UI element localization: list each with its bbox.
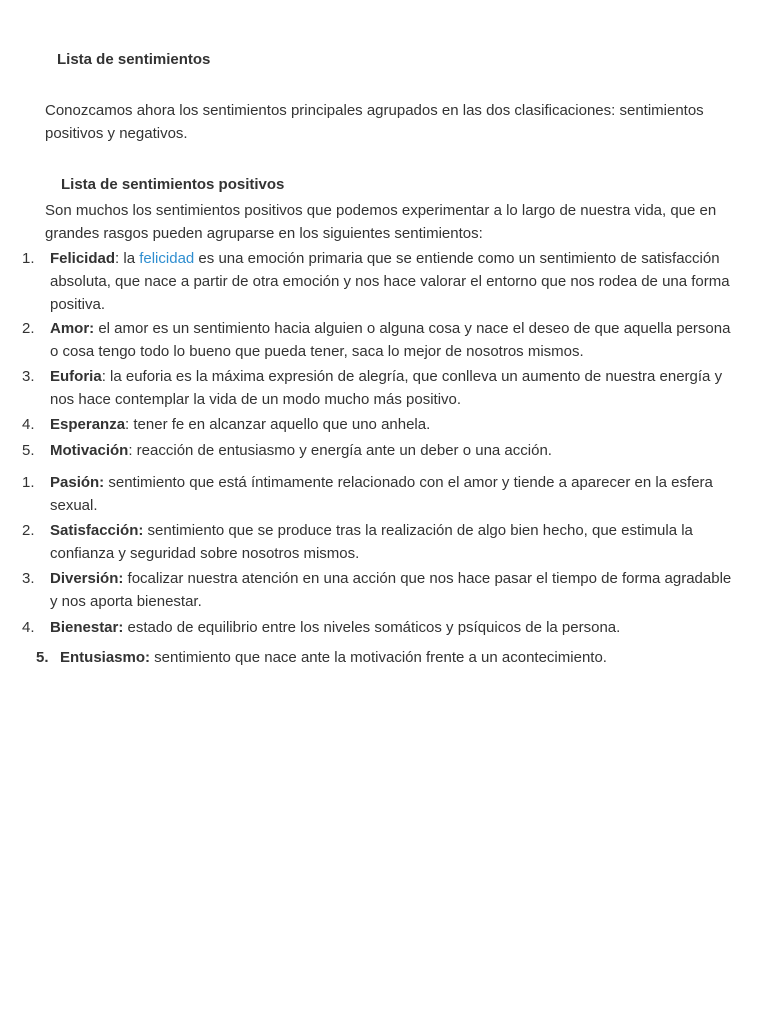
list-item-bienestar	[22, 616, 734, 639]
list-number: 4.	[22, 619, 35, 636]
list-item-body	[60, 646, 748, 669]
list-item-body	[50, 365, 734, 411]
page-heading: Lista de sentimientos	[57, 51, 211, 68]
term-description: estado de equilibrio entre los niveles somáticos y psíquicos de la persona.	[123, 619, 621, 636]
list-item-body	[50, 616, 734, 639]
list-number: 5.	[22, 442, 35, 459]
term-description: el amor es un sentimiento hacia alguien o alguna cosa y nace el deseo de que aquella persona o cosa tengo todo lo bueno que pueda tener, saca lo mejor de nosotros mismos.	[50, 320, 731, 360]
term-label: Satisfacción:	[50, 522, 144, 539]
term-description: : reacción de entusiasmo y energía ante un deber o una acción.	[128, 442, 552, 459]
list-item-entusiasmo	[36, 646, 748, 669]
list-item-amor	[22, 317, 734, 363]
term-label: Motivación	[50, 442, 129, 459]
term-description: es una emoción primaria que se entiende como un sentimiento de satisfacción absoluta, que nace a partir de otra emoción y nos hace valorar el entorno que nos rodea de una forma positiva.	[50, 250, 730, 313]
list-item-body	[50, 413, 734, 436]
list-number: 1.	[22, 250, 35, 267]
list-item-euforia	[22, 365, 734, 411]
term-label: Amor:	[50, 320, 95, 337]
term-description: sentimiento que se produce tras la realización de algo bien hecho, que estimula la confianza y seguridad sobre nosotros mismos.	[50, 522, 693, 562]
list-item-body	[50, 471, 734, 517]
term-label: Diversión:	[50, 570, 124, 587]
list-number: 1.	[22, 474, 35, 491]
term-description: focalizar nuestra atención en una acción que nos hace pasar el tiempo de forma agradable y nos aporta bienestar.	[50, 570, 732, 610]
list-item-satisfaccion	[22, 519, 734, 565]
term-separator: : la	[115, 250, 140, 267]
list-item-body	[50, 317, 734, 363]
lead-paragraph: Son muchos los sentimientos positivos que podemos experimentar a lo largo de nuestra vida, que en grandes rasgos pueden agruparse en los siguientes sentimientos:	[45, 202, 717, 242]
list-number: 2.	[22, 320, 35, 337]
list-item-body	[50, 439, 734, 462]
list-number: 5.	[36, 649, 49, 666]
term-label: Euforia	[50, 368, 102, 385]
term-description: : tener fe en alcanzar aquello que uno anhela.	[125, 416, 431, 433]
list-item-body	[50, 247, 734, 316]
list-item-felicidad	[22, 247, 734, 316]
intro-paragraph: Conozcamos ahora los sentimientos principales agrupados en las dos clasificaciones: sentimientos positivos y negativos.	[45, 102, 704, 142]
term-label: Esperanza	[50, 416, 126, 433]
term-label: Pasión:	[50, 474, 105, 491]
list-number: 3.	[22, 570, 35, 587]
list-number: 4.	[22, 416, 35, 433]
list-item-esperanza	[22, 413, 734, 436]
term-label: Felicidad	[50, 250, 116, 267]
felicidad-link[interactable]: felicidad	[139, 250, 195, 267]
term-description: sentimiento que nace ante la motivación frente a un acontecimiento.	[150, 649, 607, 666]
list-item-body	[50, 567, 734, 613]
term-description: sentimiento que está íntimamente relacionado con el amor y tiende a aparecer en la esfera sexual.	[50, 474, 713, 514]
list-item-pasion	[22, 471, 734, 517]
list-item-body	[50, 519, 734, 565]
term-label: Bienestar:	[50, 619, 124, 636]
list-item-motivacion	[22, 439, 734, 462]
section-heading: Lista de sentimientos positivos	[61, 176, 285, 193]
list-number: 3.	[22, 368, 35, 385]
term-label: Entusiasmo:	[60, 649, 151, 666]
term-description: : la euforia es la máxima expresión de alegría, que conlleva un aumento de nuestra energía y nos hace contemplar la vida de un modo mucho más positivo.	[50, 368, 723, 408]
list-item-diversion	[22, 567, 734, 613]
list-number: 2.	[22, 522, 35, 539]
